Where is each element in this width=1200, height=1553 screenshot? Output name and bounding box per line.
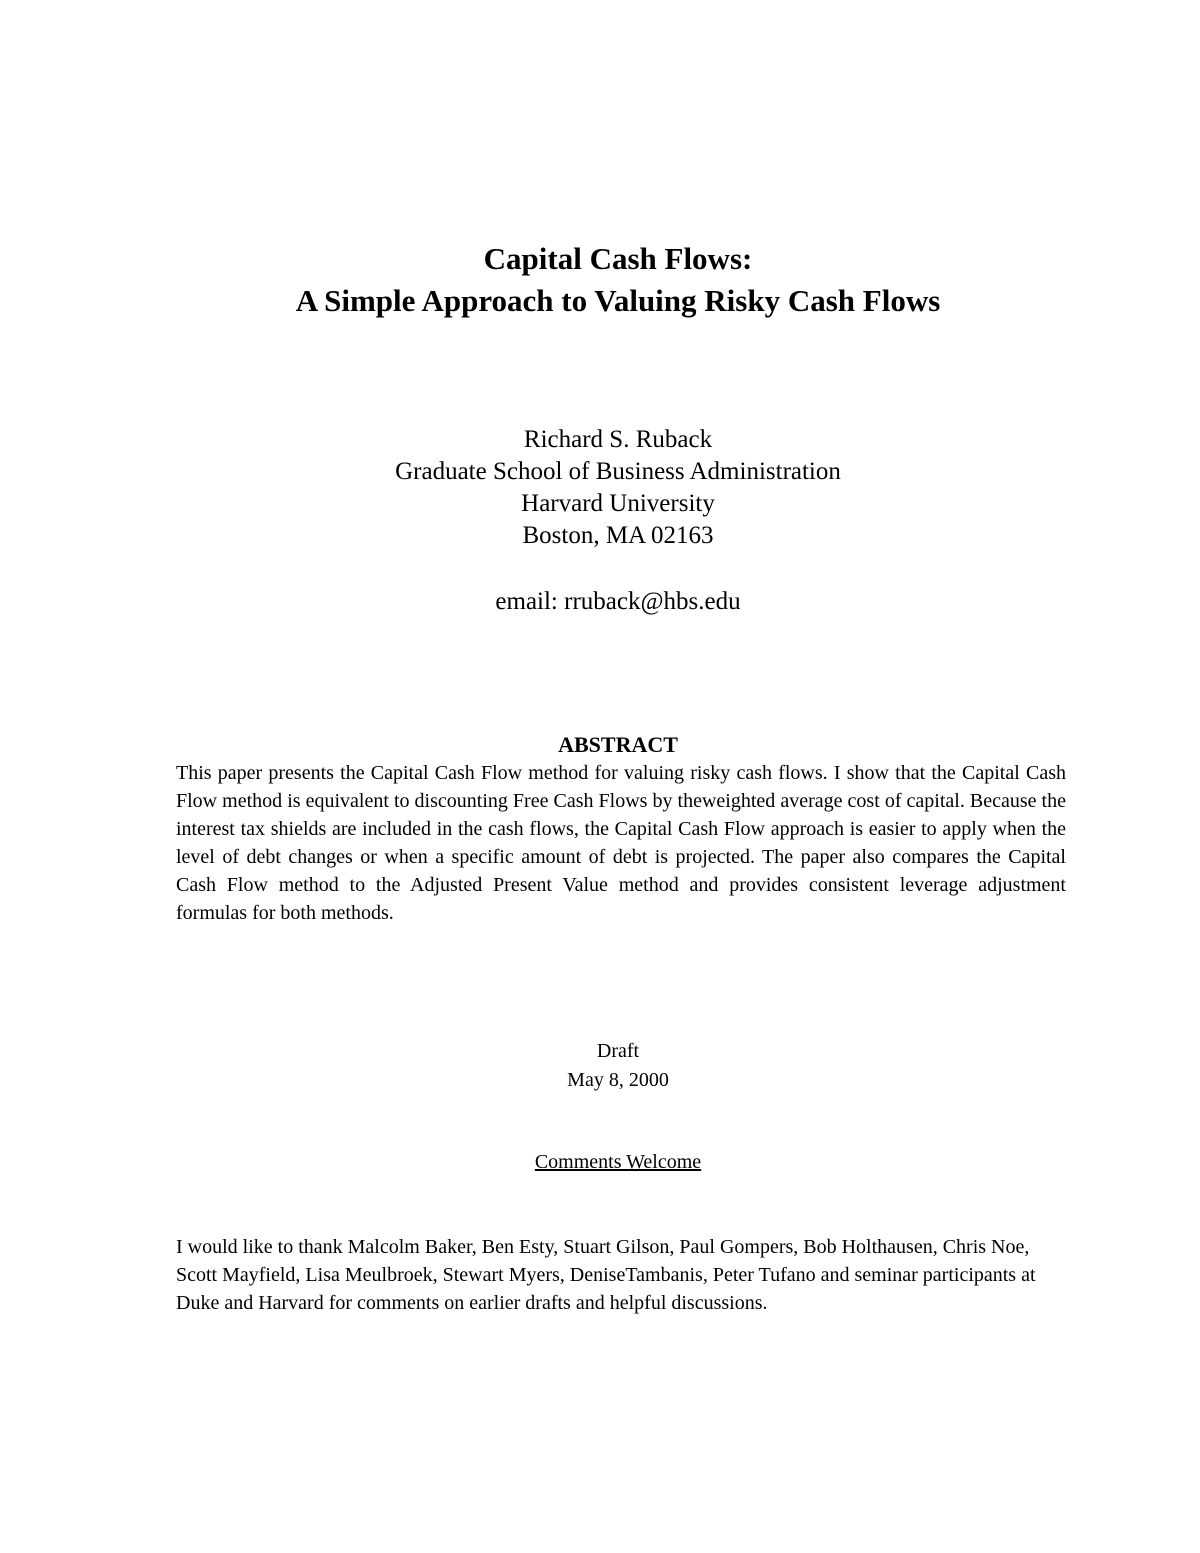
author-school: Graduate School of Business Administration [395,458,841,485]
acknowledgement-text: I would like to thank Malcolm Baker, Ben Esty, Stuart Gilson, Paul Gompers, Bob Holthausen, Chris Noe, Scott Mayfield, Lisa Meulbroek, Stewart Myers, DeniseTambanis, Peter Tufano and seminar participants at Duke and Harvard for comments on earlier drafts and helpful discussions. [176,1236,1036,1314]
paper-title [0,238,1200,322]
author-email: email: rruback@hbs.edu [495,588,741,615]
author-name: Richard S. Ruback [523,426,713,453]
draft-block [0,1037,1200,1095]
abstract-text: This paper presents the Capital Cash Flow method for valuing risky cash flows. I show that the Capital Cash Flow method is equivalent to discounting Free Cash Flows by theweighted average cost of capital. Because the interest tax shields are included in the cash flows, the Capital Cash Flow approach is easier to apply when the level of debt changes or when a specific amount of debt is projected. The paper also compares the Capital Cash Flow method to the Adjusted Present Value method and provides consistent leverage adjustment formulas for both methods. [176,762,1066,924]
title-line-1: Capital Cash Flows: [483,241,753,276]
author-address: Boston, MA 02163 [522,522,714,549]
draft-label: Draft [596,1040,640,1062]
title-line-2: A Simple Approach to Valuing Risky Cash Flows [295,283,941,318]
abstract-heading: ABSTRACT [558,732,678,757]
author-block [0,424,1200,552]
draft-date: May 8, 2000 [567,1069,669,1091]
author-university: Harvard University [521,490,715,517]
comments-welcome: Comments Welcome [534,1151,702,1173]
